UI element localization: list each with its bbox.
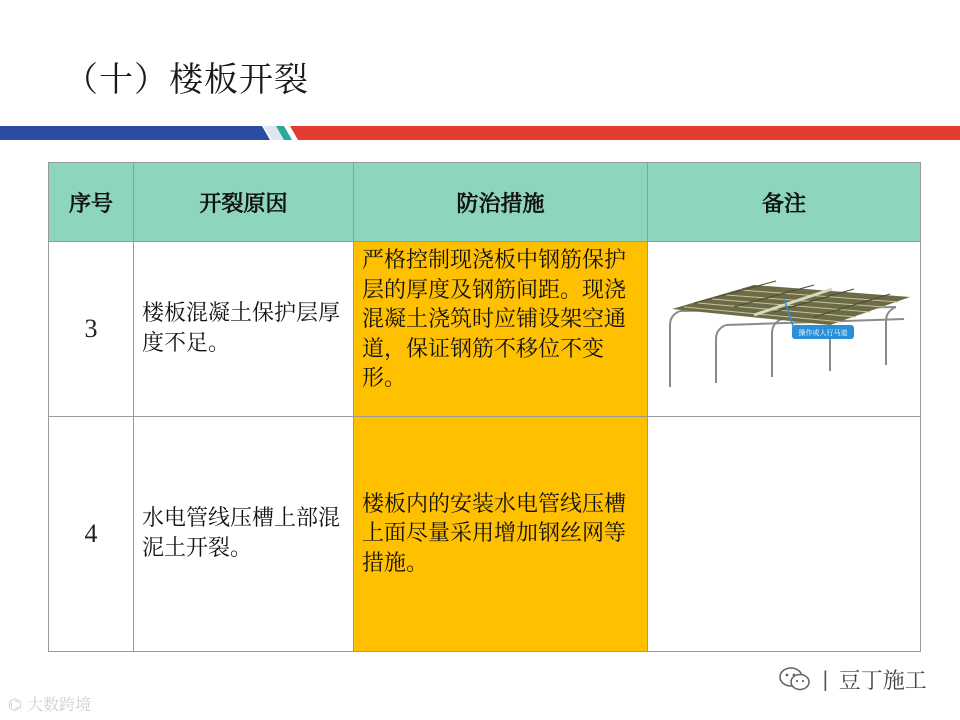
row-note — [648, 242, 921, 417]
brand-divider: | — [822, 667, 829, 691]
header-cause: 开裂原因 — [134, 163, 354, 242]
watermark — [8, 692, 91, 715]
header-note: 备注 — [648, 163, 921, 242]
decorative-stripe — [0, 126, 960, 140]
header-number: 序号 — [49, 163, 134, 242]
watermark-text: 大数跨境 — [27, 695, 92, 714]
illustration-caption: 操作或人行马道 — [798, 329, 848, 337]
header-measure: 防治措施 — [354, 163, 648, 242]
watermark-logo-icon: ⌬ — [8, 695, 22, 714]
row-number: 4 — [49, 417, 134, 652]
table-row — [49, 242, 921, 417]
row-measure: 楼板内的安装水电管线压槽上面尽量采用增加钢丝网等措施。 — [354, 417, 648, 652]
brand-footer — [778, 662, 927, 696]
table-header-row — [49, 163, 921, 242]
row-measure: 严格控制现浇板中钢筋保护层的厚度及钢筋间距。现浇混凝土浇筑时应铺设架空通道，保证钢筋不移位不变形。 — [354, 242, 648, 417]
table-row — [49, 417, 921, 652]
wechat-icon — [778, 665, 812, 693]
row-note-empty — [648, 417, 921, 652]
row-cause: 水电管线压槽上部混泥土开裂。 — [134, 417, 354, 652]
rebar-walkway-illustration — [654, 267, 914, 387]
row-number: 3 — [49, 242, 134, 417]
brand-name: 豆丁施工 — [838, 668, 927, 694]
page-title: （十）楼板开裂 — [64, 60, 309, 100]
row-cause: 楼板混凝土保护层厚度不足。 — [134, 242, 354, 417]
cracking-table — [48, 162, 921, 652]
